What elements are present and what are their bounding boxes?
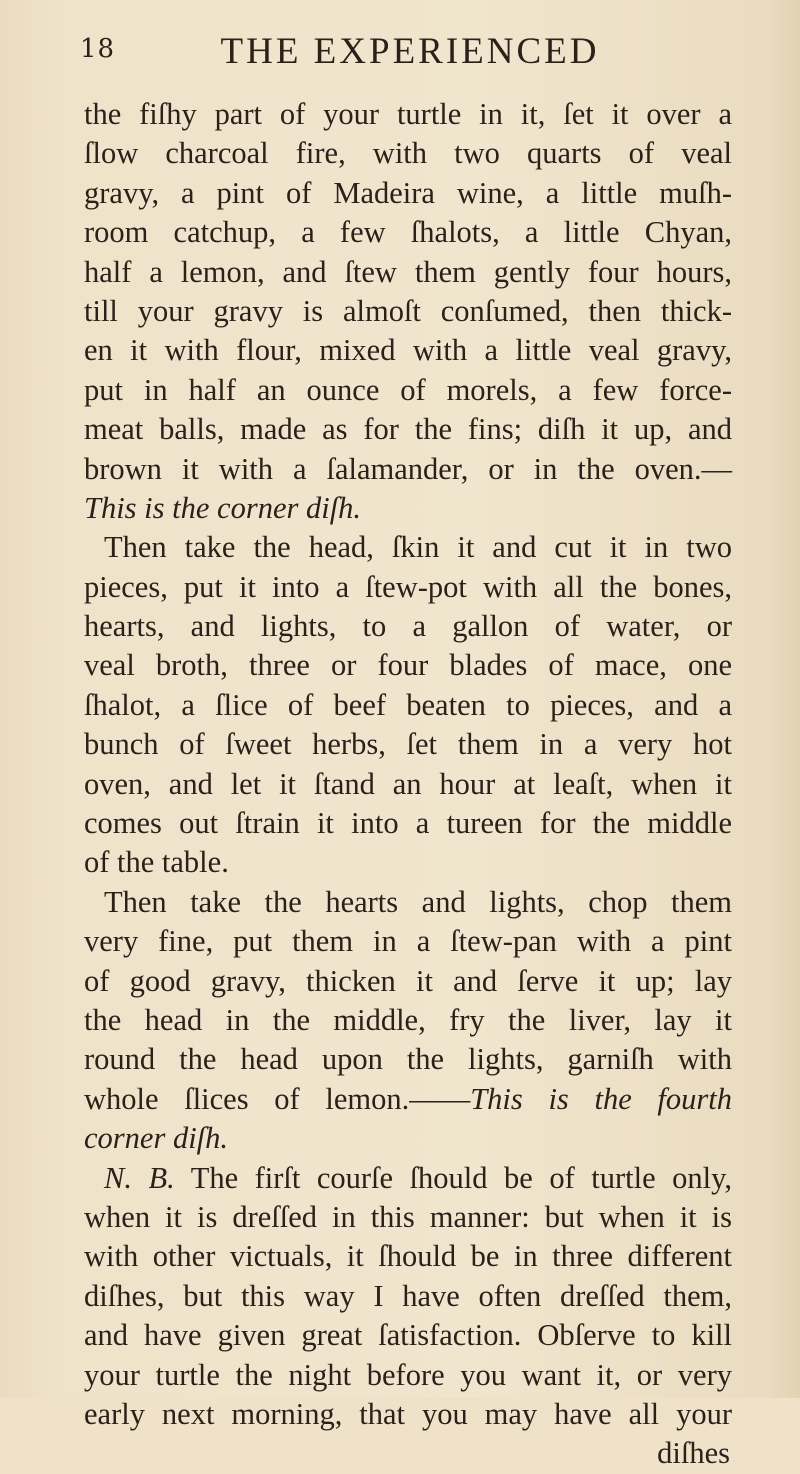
text-roman: The firſt courſe ſhould be of turtle only, — [174, 1160, 732, 1195]
paragraph-start-line: Then take the hearts and lights, chop them — [104, 884, 732, 919]
running-head — [80, 30, 740, 80]
text-line: early next morning, that you may have all your — [84, 1396, 732, 1431]
text-line: when it is dreſſed in this manner: but when it is — [84, 1199, 732, 1234]
text-line: round the head upon the lights, garniſh with — [84, 1042, 732, 1077]
dish-note-line: corner diſh. — [84, 1121, 229, 1156]
text-line: your turtle the night before you want it, or very — [84, 1357, 732, 1392]
text-line: diſhes, but this way I have often dreſſed them, — [84, 1278, 732, 1313]
text-line: till your gravy is almoſt conſumed, then thick- — [84, 293, 732, 328]
text-line: ſlow charcoal fire, with two quarts of veal — [84, 136, 732, 171]
running-title: THE EXPERIENCED — [220, 31, 600, 72]
nota-bene-line — [84, 1159, 732, 1198]
text-line: en it with flour, mixed with a little veal gravy, — [84, 333, 732, 368]
text-line: very fine, put them in a ſtew-pan with a pint — [84, 924, 732, 959]
text-line: brown it with a ſalamander, or in the oven.— — [84, 451, 732, 486]
text-line: half a lemon, and ſtew them gently four hours, — [84, 254, 732, 289]
text-roman: whole ſlices of lemon.—— — [84, 1081, 471, 1116]
text-line: gravy, a pint of Madeira wine, a little muſh- — [84, 175, 732, 210]
text-line: of good gravy, thicken it and ſerve it up; lay — [84, 963, 732, 998]
nota-bene-label: N. B. — [104, 1160, 175, 1195]
dish-note-line: This is the corner diſh. — [84, 490, 362, 525]
text-line: put in half an ounce of morels, a few force- — [84, 372, 732, 407]
text-line: hearts, and lights, to a gallon of water, or — [84, 609, 732, 644]
text-line: meat balls, made as for the fins; diſh it up, and — [84, 412, 732, 447]
text-line-mixed — [84, 1080, 732, 1119]
paragraph-start-line: Then take the head, ſkin it and cut it in two — [104, 530, 732, 565]
text-line: pieces, put it into a ſtew-pot with all the bones, — [84, 569, 732, 604]
text-line: comes out ſtrain it into a tureen for the middle — [84, 806, 732, 841]
text-line: room catchup, a few ſhalots, a little Chyan, — [84, 215, 732, 250]
catchword: diſhes — [657, 1436, 730, 1471]
text-line: ſhalot, a ſlice of beef beaten to pieces, and a — [84, 687, 732, 722]
body-text — [84, 95, 732, 1474]
text-line: bunch of ſweet herbs, ſet them in a very hot — [84, 727, 732, 762]
dish-note: This is the fourth — [470, 1081, 732, 1116]
text-line: the head in the middle, fry the liver, lay it — [84, 1002, 732, 1037]
text-line: oven, and let it ſtand an hour at leaſt, when it — [84, 766, 732, 801]
text-line: and have given great ſatisfaction. Obſerve to kill — [84, 1318, 732, 1353]
text-line: of the table. — [84, 845, 229, 880]
text-line: the fiſhy part of your turtle in it, ſet it over a — [84, 97, 732, 131]
text-line: with other victuals, it ſhould be in three different — [84, 1239, 732, 1274]
text-line: veal broth, three or four blades of mace, one — [84, 648, 732, 683]
page-number: 18 — [80, 34, 116, 64]
